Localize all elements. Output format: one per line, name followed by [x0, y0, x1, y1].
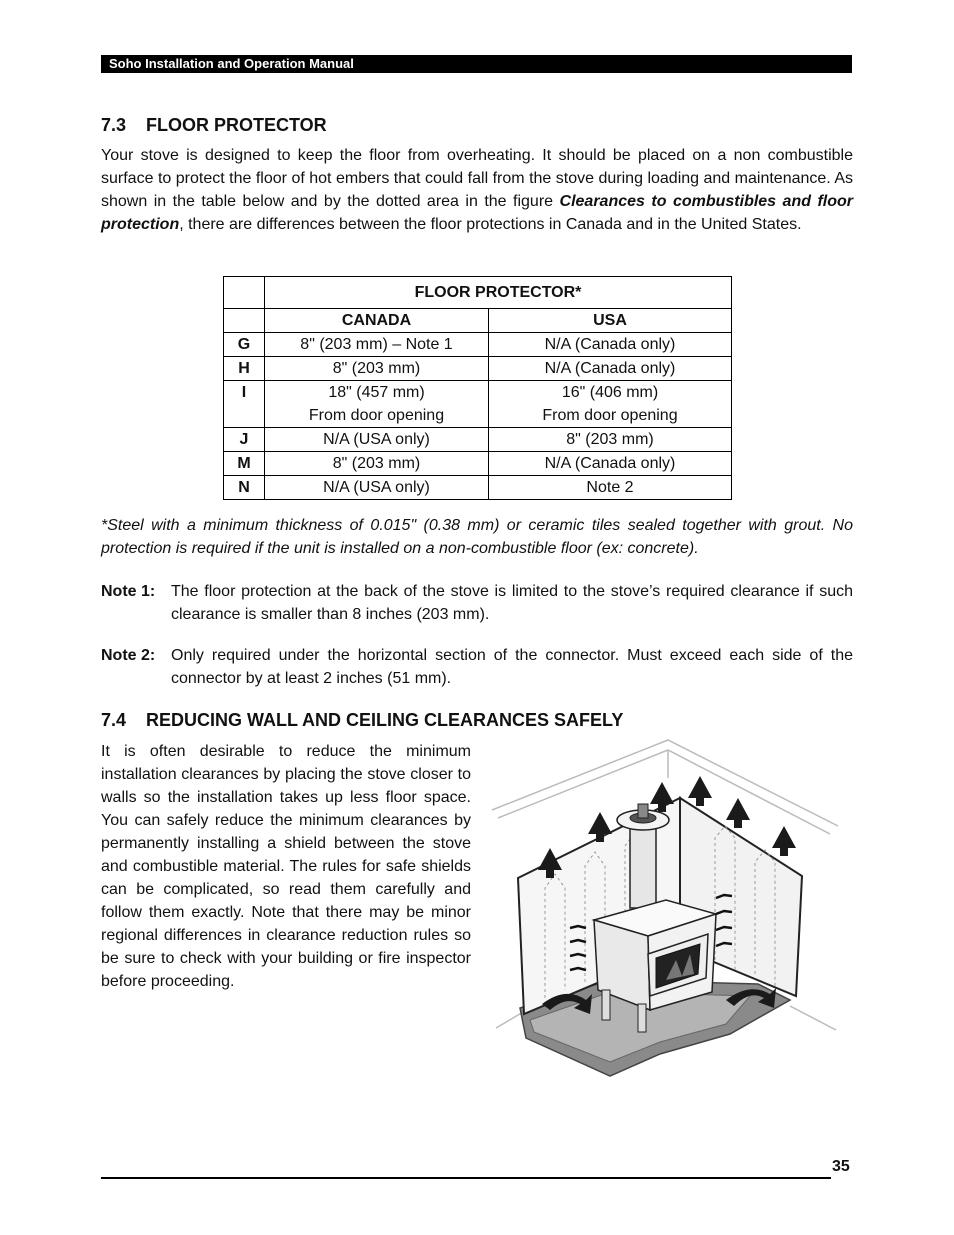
note-text: Only required under the horizontal section of the connector. Must exceed each side of the connector by at least 2 inches (51 mm).	[171, 647, 853, 687]
table-footnote: *Steel with a minimum thickness of 0.015" (0.38 mm) or ceramic tiles sealed together with grout. No protection is required if the unit is installed on a non-combustible floor (ex: concrete).	[101, 517, 853, 557]
note-1	[101, 580, 853, 626]
row-label: H	[224, 357, 265, 381]
usa-cell: N/A (Canada only)	[489, 333, 732, 357]
canada-value-detail: From door opening	[308, 407, 445, 424]
row-label: N	[224, 476, 265, 500]
note-text: The floor protection at the back of the stove is limited to the stove’s required clearance if such clearance is smaller than 8 inches (203 mm).	[171, 583, 853, 623]
intro-text: Your stove is designed to keep the floor from overheating. It should be placed on a non combustible surface to protect the floor of hot embers that could fall from the stove during loading and maintenance. As shown in the table below and by the dotted area in the figure	[101, 147, 853, 210]
section-7-3-intro	[101, 144, 853, 236]
canada-cell: N/A (USA only)	[265, 428, 489, 452]
canada-cell: 8" (203 mm)	[265, 452, 489, 476]
figure-reference: Clearances to combustibles and floor protection	[101, 193, 853, 233]
column-header-usa: USA	[489, 309, 732, 333]
canada-value: 18" (457 mm)	[328, 384, 425, 401]
section-7-4-heading	[101, 710, 623, 731]
section-number: 7.3	[101, 115, 127, 135]
floor-protector-table	[223, 276, 732, 500]
row-label: M	[224, 452, 265, 476]
section-title: REDUCING WALL AND CEILING CLEARANCES SAFELY	[146, 710, 624, 730]
table-title-row	[224, 277, 732, 309]
column-header-canada: CANADA	[265, 309, 489, 333]
table-row	[224, 357, 732, 381]
empty-corner-cell	[224, 277, 265, 309]
table-row	[224, 381, 732, 428]
usa-cell: N/A (Canada only)	[489, 357, 732, 381]
table-row	[224, 452, 732, 476]
canada-cell: N/A (USA only)	[265, 476, 489, 500]
section-title: FLOOR PROTECTOR	[146, 115, 327, 135]
usa-cell: Note 2	[489, 476, 732, 500]
usa-value: 16" (406 mm)	[561, 384, 659, 401]
table-header-row	[224, 309, 732, 333]
usa-cell: N/A (Canada only)	[489, 452, 732, 476]
page-number: 35	[832, 1158, 850, 1175]
usa-cell: 8" (203 mm)	[489, 428, 732, 452]
footer-rule	[101, 1177, 831, 1179]
section-number: 7.4	[101, 710, 127, 730]
section-7-3-heading	[101, 115, 327, 136]
note-2	[101, 644, 853, 690]
running-header: Soho Installation and Operation Manual	[101, 55, 852, 73]
empty-label-cell	[224, 309, 265, 333]
table-title: FLOOR PROTECTOR*	[265, 277, 732, 309]
row-label: I	[224, 381, 265, 428]
table-row	[224, 476, 732, 500]
stove-shield-illustration	[490, 738, 840, 1078]
note-label: Note 2:	[101, 647, 156, 664]
row-label: G	[224, 333, 265, 357]
canada-cell	[265, 381, 489, 428]
usa-value-detail: From door opening	[542, 407, 678, 424]
note-label: Note 1:	[101, 583, 156, 600]
row-label: J	[224, 428, 265, 452]
table-row	[224, 428, 732, 452]
section-7-4-body: It is often desirable to reduce the minimum installation clearances by placing the stove closer to walls so the installation takes up less floor space. You can safely reduce the minimum clearances by permanently installing a shield between the stove and combustible material. The rules for safe shields can be complicated, so read them carefully and follow them exactly. Note that there may be minor regional differences in clearance reduction rules so be sure to check with your building or fire inspector before proceeding.	[101, 743, 471, 990]
table-row	[224, 333, 732, 357]
canada-cell: 8" (203 mm) – Note 1	[265, 333, 489, 357]
canada-cell: 8" (203 mm)	[265, 357, 489, 381]
usa-cell	[489, 381, 732, 428]
intro-text-end: , there are differences between the floor protections in Canada and in the United States.	[179, 216, 802, 233]
